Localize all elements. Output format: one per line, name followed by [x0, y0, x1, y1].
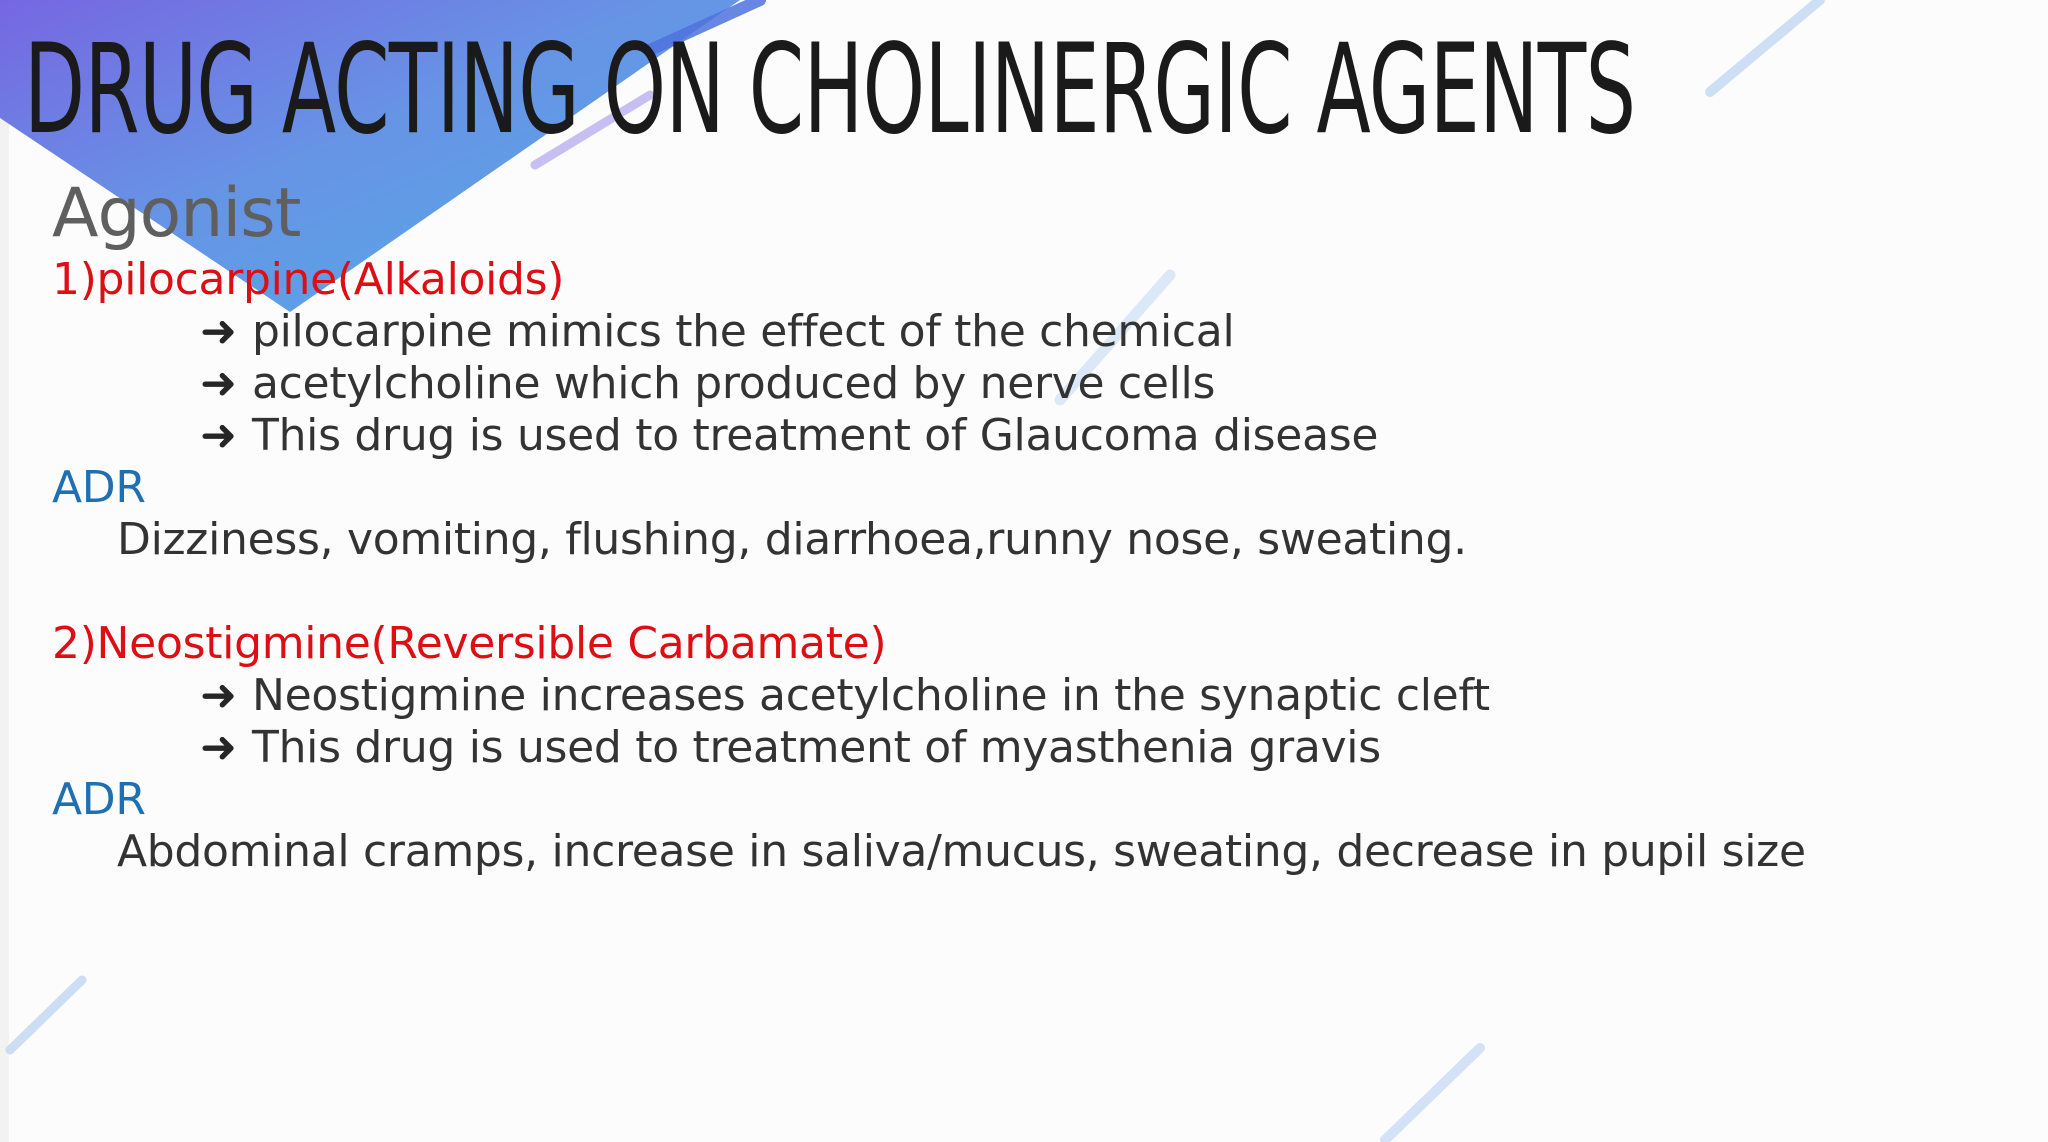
bullet-text: This drug is used to treatment of Glaucoma disease	[252, 410, 1379, 461]
arrow-right-icon: ➜	[200, 306, 237, 357]
slide-content	[52, 174, 1992, 878]
bullet-point	[52, 410, 1992, 462]
arrow-right-icon: ➜	[200, 358, 237, 409]
arrow-right-icon: ➜	[200, 410, 237, 461]
adr-effects-text: Abdominal cramps, increase in saliva/mucus, sweating, decrease in pupil size	[117, 826, 1806, 877]
bullet-text: pilocarpine mimics the effect of the chemical	[252, 306, 1235, 357]
adr-label: ADR	[52, 774, 146, 825]
slide-title: DRUG ACTING ON CHOLINERGIC AGENTS	[24, 18, 1636, 162]
bullet-text: This drug is used to treatment of myasthenia gravis	[252, 722, 1381, 773]
bullet-point	[52, 358, 1992, 410]
adr-effects-text: Dizziness, vomiting, flushing, diarrhoea,runny nose, sweating.	[117, 514, 1467, 565]
arrow-right-icon: ➜	[200, 670, 237, 721]
section-spacer	[52, 566, 1992, 618]
drug-heading-pilocarpine: 1)pilocarpine(Alkaloids)	[52, 254, 565, 305]
bullet-point	[52, 670, 1992, 722]
bullet-point	[52, 306, 1992, 358]
arrow-right-icon: ➜	[200, 722, 237, 773]
bullet-text: Neostigmine increases acetylcholine in the synaptic cleft	[252, 670, 1490, 721]
adr-label: ADR	[52, 462, 146, 513]
decor-streak	[1710, 0, 1820, 92]
section-heading-agonist: Agonist	[52, 174, 301, 253]
bullet-point	[52, 722, 1992, 774]
bullet-text: acetylcholine which produced by nerve cells	[252, 358, 1216, 409]
drug-heading-neostigmine: 2)Neostigmine(Reversible Carbamate)	[52, 618, 887, 669]
decor-streak	[1385, 1048, 1480, 1140]
decor-streak	[10, 980, 82, 1050]
